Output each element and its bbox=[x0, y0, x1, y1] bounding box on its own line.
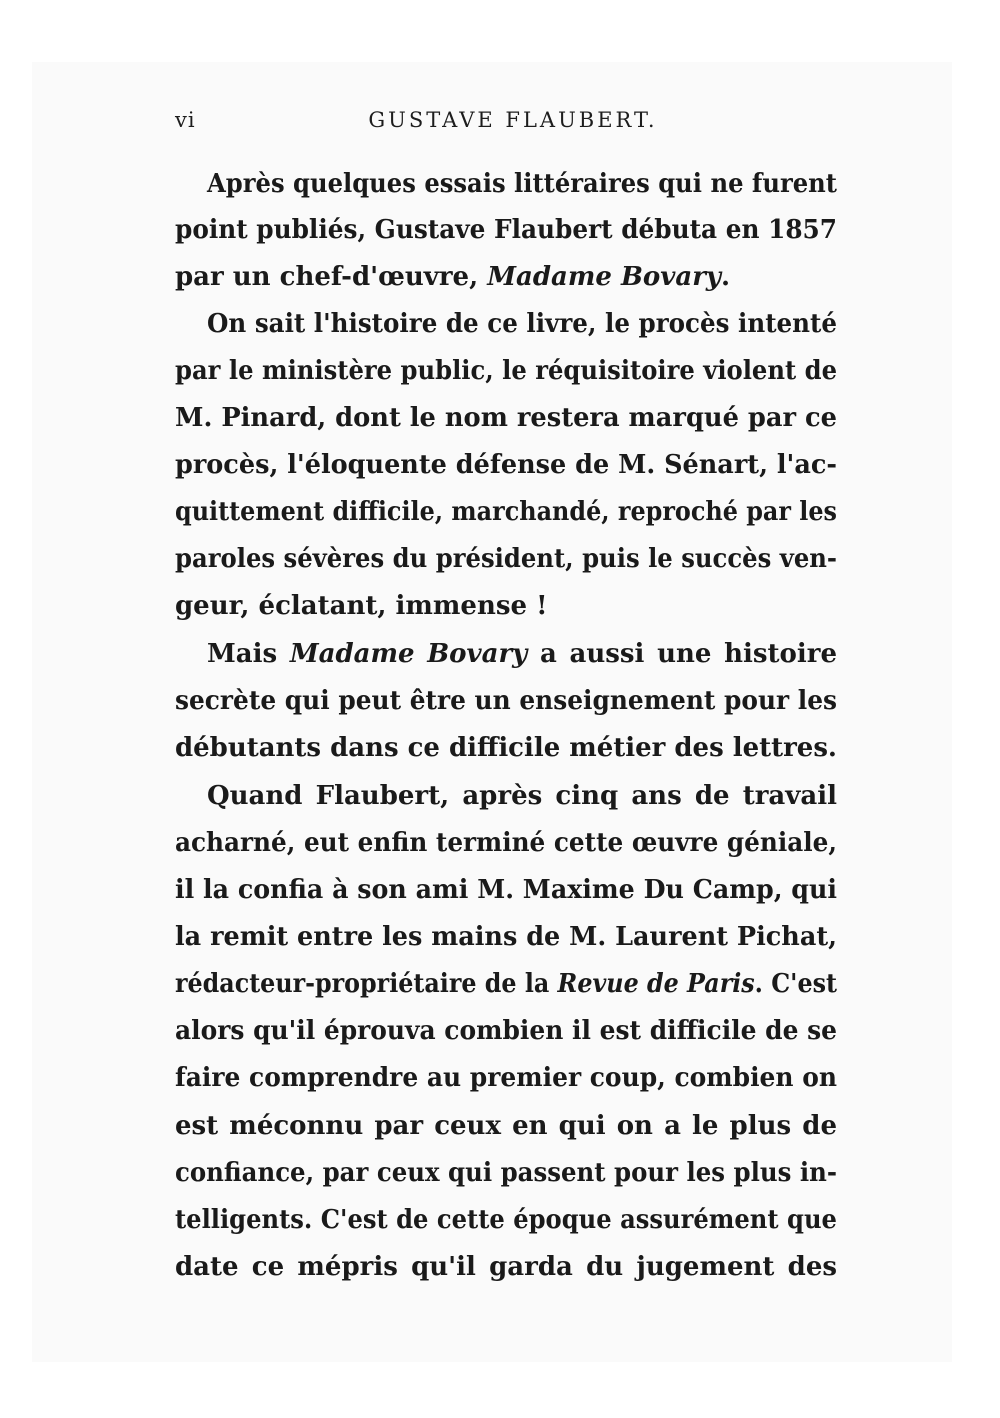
running-title: GUSTAVE FLAUBERT. bbox=[368, 108, 658, 132]
text-line: par un chef-d'œuvre, Madame Bovary. bbox=[175, 262, 731, 292]
text-line: telligents. C'est de cette époque assurément que bbox=[175, 1205, 837, 1235]
text-line: paroles sévères du président, puis le succès ven- bbox=[175, 544, 838, 574]
italic-title: Madame Bovary bbox=[289, 639, 528, 669]
text-line: M. Pinard, dont le nom restera marqué par ce bbox=[175, 403, 838, 433]
text-line: par le ministère public, le réquisitoire violent de bbox=[175, 356, 838, 386]
text-line: Mais Madame Bovary a aussi une histoire bbox=[207, 639, 837, 669]
text-line: Quand Flaubert, après cinq ans de travail bbox=[207, 781, 837, 811]
text-line: faire comprendre au premier coup, combien on bbox=[175, 1063, 837, 1093]
running-header bbox=[175, 108, 837, 138]
italic-title: Revue de Paris bbox=[557, 969, 755, 999]
text-line: quittement difficile, marchandé, reproché par les bbox=[175, 497, 837, 527]
text-line: acharné, eut enfin terminé cette œuvre géniale, bbox=[175, 828, 837, 858]
text-line: est méconnu par ceux en qui on a le plus de bbox=[175, 1111, 837, 1141]
text-line: il la confia à son ami M. Maxime Du Camp, qui bbox=[175, 875, 838, 905]
text-line: débutants dans ce difficile métier des lettres. bbox=[175, 733, 837, 763]
text-line: secrète qui peut être un enseignement pour les bbox=[175, 686, 838, 716]
text-line: geur, éclatant, immense ! bbox=[175, 591, 548, 621]
page-number: vi bbox=[175, 108, 196, 132]
text-line: rédacteur-propriétaire de la Revue de Paris. C'est bbox=[175, 969, 837, 999]
text-line: On sait l'histoire de ce livre, le procès intenté bbox=[207, 309, 838, 339]
text-line: confiance, par ceux qui passent pour les plus in- bbox=[175, 1158, 837, 1188]
text-line: date ce mépris qu'il garda du jugement des bbox=[175, 1252, 837, 1282]
text-line: procès, l'éloquente défense de M. Sénart, l'ac- bbox=[175, 450, 838, 480]
text-line: la remit entre les mains de M. Laurent Pichat, bbox=[175, 922, 838, 952]
text-line: point publiés, Gustave Flaubert débuta en 1857 bbox=[175, 215, 838, 245]
italic-title: Madame Bovary bbox=[487, 262, 722, 292]
text-line: alors qu'il éprouva combien il est difficile de se bbox=[175, 1016, 838, 1046]
text-line: Après quelques essais littéraires qui ne furent bbox=[207, 169, 838, 199]
